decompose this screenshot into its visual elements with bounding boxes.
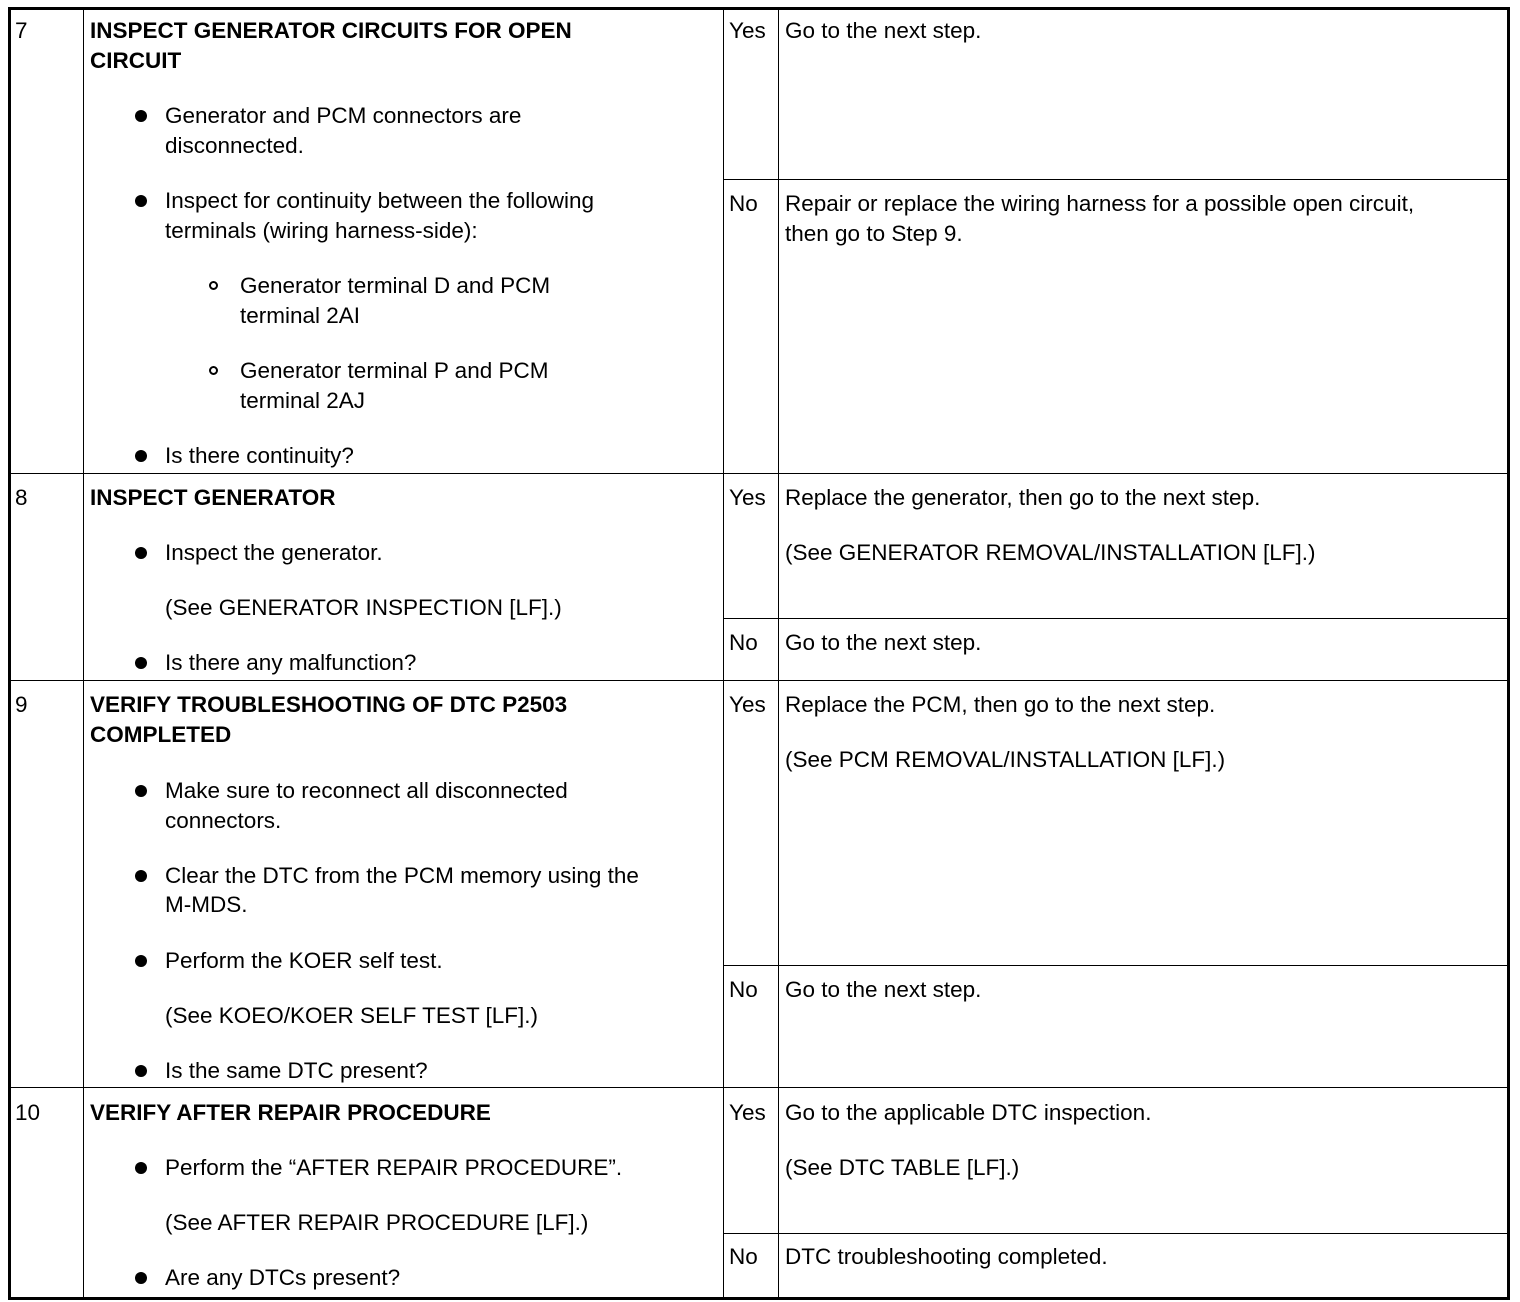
no-action: DTC troubleshooting completed. (785, 1244, 1108, 1269)
instruction-text: Generator and PCM connectors are (165, 103, 522, 128)
row-divider (11, 473, 1507, 474)
yes-no-divider (723, 618, 1507, 619)
row-divider (11, 680, 1507, 681)
no-label: No (729, 191, 758, 216)
yes-action: Replace the PCM, then go to the next step. (785, 692, 1216, 717)
sub-bullet-icon (209, 281, 218, 290)
instruction-text: Inspect for continuity between the following (165, 188, 595, 213)
bullet-icon (135, 195, 147, 207)
no-label: No (729, 977, 758, 1002)
step-title: INSPECT GENERATOR (90, 485, 336, 510)
bullet-icon (135, 450, 147, 462)
no-label: No (729, 630, 758, 655)
instruction-text: Is there any malfunction? (165, 650, 417, 675)
instruction-text: terminals (wiring harness-side): (165, 218, 478, 243)
step-title: COMPLETED (90, 722, 232, 747)
instruction-text: terminal 2AJ (240, 388, 366, 413)
yes-no-divider (723, 1233, 1507, 1234)
no-action: Repair or replace the wiring harness for a possible open circuit, (785, 191, 1415, 216)
bullet-icon (135, 110, 147, 122)
no-label: No (729, 1244, 758, 1269)
bullet-icon (135, 1065, 147, 1077)
yes-no-divider (723, 965, 1507, 966)
sub-bullet-icon (209, 366, 218, 375)
step-number: 8 (15, 485, 28, 510)
reference-text: (See GENERATOR INSPECTION [LF].) (165, 595, 562, 620)
yes-no-divider (723, 179, 1507, 180)
instruction-text: terminal 2AI (240, 303, 361, 328)
yes-action: Go to the applicable DTC inspection. (785, 1100, 1152, 1125)
reference-text: (See GENERATOR REMOVAL/INSTALLATION [LF].) (785, 540, 1316, 565)
reference-text: (See PCM REMOVAL/INSTALLATION [LF].) (785, 747, 1226, 772)
reference-text: (See AFTER REPAIR PROCEDURE [LF].) (165, 1210, 589, 1235)
bullet-icon (135, 657, 147, 669)
column-divider-inspection (723, 10, 724, 1297)
yes-action: Replace the generator, then go to the next step. (785, 485, 1261, 510)
bullet-icon (135, 870, 147, 882)
yes-label: Yes (729, 692, 766, 717)
step-number: 9 (15, 692, 28, 717)
instruction-text: Are any DTCs present? (165, 1265, 401, 1290)
step-number: 10 (15, 1100, 41, 1125)
yes-label: Yes (729, 18, 766, 43)
instruction-text: disconnected. (165, 133, 304, 158)
no-action: Go to the next step. (785, 977, 982, 1002)
step-title: INSPECT GENERATOR CIRCUITS FOR OPEN (90, 18, 572, 43)
column-divider-result (778, 10, 779, 1297)
bullet-icon (135, 955, 147, 967)
yes-label: Yes (729, 1100, 766, 1125)
yes-action: Go to the next step. (785, 18, 982, 43)
reference-text: (See DTC TABLE [LF].) (785, 1155, 1020, 1180)
no-action: then go to Step 9. (785, 221, 963, 246)
instruction-text: M-MDS. (165, 892, 248, 917)
instruction-text: Generator terminal P and PCM (240, 358, 549, 383)
instruction-text: Is the same DTC present? (165, 1058, 428, 1083)
bullet-icon (135, 785, 147, 797)
reference-text: (See KOEO/KOER SELF TEST [LF].) (165, 1003, 539, 1028)
instruction-text: Make sure to reconnect all disconnected (165, 778, 568, 803)
troubleshooting-table (8, 7, 1510, 1300)
yes-label: Yes (729, 485, 766, 510)
step-title: CIRCUIT (90, 48, 182, 73)
no-action: Go to the next step. (785, 630, 982, 655)
instruction-text: Is there continuity? (165, 443, 354, 468)
step-title: VERIFY AFTER REPAIR PROCEDURE (90, 1100, 491, 1125)
step-number: 7 (15, 18, 28, 43)
instruction-text: Clear the DTC from the PCM memory using the (165, 863, 639, 888)
instruction-text: Generator terminal D and PCM (240, 273, 551, 298)
instruction-text: Inspect the generator. (165, 540, 383, 565)
column-divider-step (83, 10, 84, 1297)
row-divider (11, 1087, 1507, 1088)
instruction-text: connectors. (165, 808, 282, 833)
instruction-text: Perform the KOER self test. (165, 948, 443, 973)
bullet-icon (135, 1162, 147, 1174)
step-title: VERIFY TROUBLESHOOTING OF DTC P2503 (90, 692, 568, 717)
bullet-icon (135, 547, 147, 559)
bullet-icon (135, 1272, 147, 1284)
instruction-text: Perform the “AFTER REPAIR PROCEDURE”. (165, 1155, 623, 1180)
